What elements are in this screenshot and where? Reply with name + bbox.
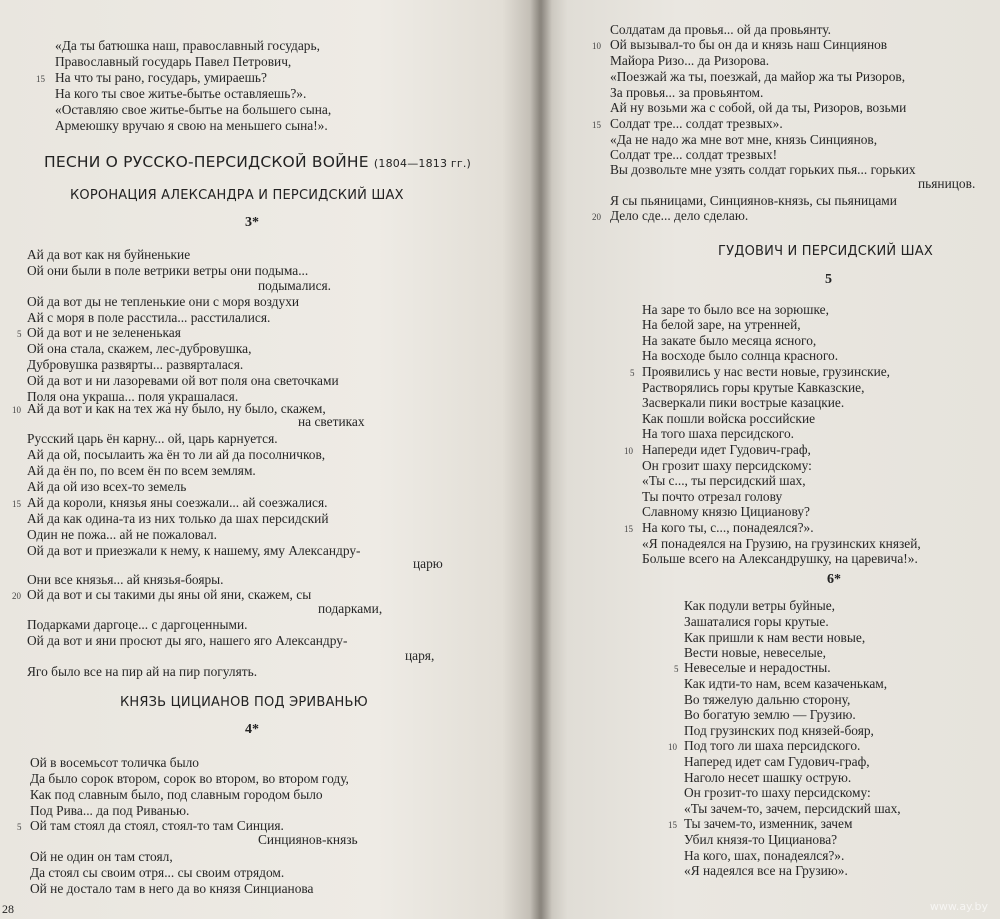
text-line: Солдат тре... солдат трезвых».	[610, 116, 783, 131]
text-line: Ай ну возьми жа с собой, ой да ты, Ризоров, возьми	[610, 100, 907, 115]
text-line: Убил князя-то Цицианова?	[684, 832, 838, 847]
text-line: Ой да вот ды не тепленькие они с моря воздухи	[27, 294, 300, 309]
line-number: 20	[592, 212, 601, 222]
text-line: Ой да вот и приезжали к нему, к нашему, яму Александру-	[27, 543, 361, 558]
text-line: Ой да вот и не зелененькая	[27, 325, 181, 340]
text-line: Да было сорок втором, сорок во втором, во втором году,	[30, 771, 349, 786]
text-line: Как пришли к нам вести новые,	[684, 630, 866, 645]
text-line: Под грузинских под князей-бояр,	[684, 723, 874, 738]
text-line: Как подули ветры буйные,	[684, 598, 836, 613]
song-title: КНЯЗЬ ЦИЦИАНОВ ПОД ЭРИВАНЬЮ	[120, 695, 368, 710]
text-line: На закате было месяца ясного,	[642, 333, 817, 348]
book-gutter	[530, 0, 552, 919]
text-line: Синциянов-князь	[258, 832, 358, 847]
line-number: 5	[674, 664, 679, 674]
text-line: Как под славным было, под славным городом было	[30, 787, 323, 802]
line-number: 10	[592, 41, 601, 51]
line-number: 20	[12, 591, 21, 601]
text-line: подарками,	[318, 601, 383, 616]
line-number: 15	[592, 120, 601, 130]
text-line: Ой да вот и сы такими ды яны ой яни, скажем, сы	[27, 587, 312, 602]
text-line: Наголо несет шашку острую.	[684, 770, 852, 785]
text-line: На белой заре, на утренней,	[642, 317, 801, 332]
text-line: Солдатам да провья... ой да провьянту.	[610, 22, 831, 37]
text-line: Ты зачем-то, изменник, зачем	[684, 816, 853, 831]
text-line: Да стоял сы своим отря... сы своим отрядом.	[30, 865, 285, 880]
text-line: Ай да как одина-та из них только да шах персидский	[27, 511, 329, 526]
section-title	[44, 153, 471, 171]
text-line: Вести новые, невеселые,	[684, 645, 826, 660]
text-line: «Ты зачем-то, зачем, персидский шах,	[684, 801, 901, 816]
right-page	[540, 0, 1000, 919]
text-line: Ой там стоял да стоял, стоял-то там Синция.	[30, 818, 284, 833]
text-line: царю	[413, 556, 443, 571]
text-line: На что ты рано, государь, умираешь?	[55, 70, 267, 85]
text-line: пьяницов.	[918, 176, 976, 191]
text-line: Дубровушка развярты... развярталася.	[27, 357, 244, 372]
line-number: 5	[17, 822, 22, 832]
text-line: Ай да вот и как на тех жа ну было, ну было, скажем,	[27, 401, 326, 416]
text-line: на светиках	[298, 414, 365, 429]
text-line: На кого, шах, понадеялся?».	[684, 848, 845, 863]
text-line: «Я понадеялся на Грузию, на грузинских князей,	[642, 536, 921, 551]
text-line: Дело сде... дело сделаю.	[610, 208, 749, 223]
song-title: ГУДОВИЧ И ПЕРСИДСКИЙ ШАХ	[718, 244, 933, 259]
text-line: Ай да ён по, по всем ён по всем землям.	[27, 463, 256, 478]
text-line: Наперед идет сам Гудович-граф,	[684, 754, 870, 769]
line-number: 5	[17, 329, 22, 339]
text-line: На заре то было все на зорюшке,	[642, 302, 829, 317]
text-line: Вы дозвольте мне узять солдат горьких пья... горьких	[610, 162, 916, 177]
text-line: «Да не надо жа мне вот мне, князь Синциянов,	[610, 132, 878, 147]
text-line: Яго было все на пир ай на пир погулять.	[27, 664, 258, 679]
song-number: 6*	[827, 572, 841, 587]
text-line: Во тяжелую дальню сторону,	[684, 692, 851, 707]
page-number: 28	[2, 902, 14, 916]
text-line: Ай да ой, посылаить жа ён то ли ай да посолничков,	[27, 447, 326, 462]
line-number: 15	[668, 820, 677, 830]
text-line: Ой не один он там стоял,	[30, 849, 173, 864]
text-line: Ой в восемьсот толичка было	[30, 755, 199, 770]
text-line: Ой вызывал-то бы он да и князь наш Синциянов	[610, 37, 888, 52]
text-line: Ой она стала, скажем, лес-дубровушка,	[27, 341, 252, 356]
line-number: 15	[36, 74, 45, 84]
section-title-text: ПЕСНИ О РУССКО-ПЕРСИДСКОЙ ВОЙНЕ	[44, 153, 369, 171]
text-line: Поля она украша... поля украшалася.	[27, 389, 239, 404]
text-line: Ай да ой изо всех-то земель	[27, 479, 187, 494]
text-line: Ой да вот и яни просют ды яго, нашего яго Александру-	[27, 633, 348, 648]
text-line: Ай да короли, князья яны соезжали... ай соезжалися.	[27, 495, 328, 510]
text-line: Ай с моря в поле расстила... расстилалися.	[27, 310, 271, 325]
text-line: Под того ли шаха персидского.	[684, 738, 861, 753]
text-line: Они все князья... ай князья-бояры.	[27, 572, 224, 587]
text-line: Русский царь ён карну... ой, царь карнуется.	[27, 431, 278, 446]
text-line: Зашаталися горы крутые.	[684, 614, 829, 629]
text-line: Ты почто отрезал голову	[642, 489, 783, 504]
text-line: подымалися.	[258, 278, 332, 293]
text-line: Он грозит-то шаху персидскому:	[684, 785, 871, 800]
text-line: Ай да вот как ня буйненькие	[27, 247, 191, 262]
song-number: 4*	[245, 722, 259, 737]
text-line: Напереди идет Гудович-граф,	[642, 442, 811, 457]
text-line: «Оставляю свое житье-бытье на большего сына,	[55, 102, 332, 117]
text-line: Больше всего на Александрушку, на царевича!».	[642, 551, 918, 566]
text-line: Майора Ризо... да Ризорова.	[610, 53, 770, 68]
text-line: Славному князю Цицианову?	[642, 504, 810, 519]
song-number: 5	[825, 272, 832, 287]
text-line: «Я надеялся все на Грузию».	[684, 863, 848, 878]
song-number: 3*	[245, 215, 259, 230]
line-number: 5	[630, 368, 635, 378]
watermark: www.ay.by	[929, 900, 988, 913]
text-line: Проявились у нас вести новые, грузинские,	[642, 364, 891, 379]
text-line: Солдат тре... солдат трезвых!	[610, 147, 778, 162]
line-number: 10	[12, 405, 21, 415]
text-line: На восходе было солнца красного.	[642, 348, 839, 363]
text-line: Один не пожа... ай не пожаловал.	[27, 527, 217, 542]
line-number: 15	[624, 524, 633, 534]
line-number: 15	[12, 499, 21, 509]
text-line: Армеюшку вручаю я свою на меньшего сына!».	[55, 118, 328, 133]
text-line: «Да ты батюшка наш, православный государь,	[55, 38, 320, 53]
text-line: Ой не достало там в него да во князя Синцианова	[30, 881, 314, 896]
text-line: «Ты с..., ты персидский шах,	[642, 473, 806, 488]
text-line: Невеселые и нерадостны.	[684, 660, 831, 675]
text-line: Растворялись горы крутые Кавказские,	[642, 380, 865, 395]
song-title: КОРОНАЦИЯ АЛЕКСАНДРА И ПЕРСИДСКИЙ ШАХ	[70, 188, 404, 203]
text-line: Засверкали пики вострые казацкие.	[642, 395, 845, 410]
line-number: 10	[624, 446, 633, 456]
section-years: (1804—1813 гг.)	[373, 157, 472, 170]
text-line: Как идти-то нам, всем казаченькам,	[684, 676, 888, 691]
text-line: За провья... за провьянтом.	[610, 85, 764, 100]
text-line: Ой да вот и ни лазоревами ой вот поля она светочками	[27, 373, 339, 388]
text-line: На кого ты, с..., понадеялся?».	[642, 520, 814, 535]
text-line: Как пошли войска российские	[642, 411, 816, 426]
text-line: Подарками даргоце... с даргоценными.	[27, 617, 248, 632]
text-line: На кого ты свое житье-бытье оставляешь?».	[55, 86, 307, 101]
text-line: Православный государь Павел Петрович,	[55, 54, 292, 69]
text-line: Ой они были в поле ветрики ветры они подыма...	[27, 263, 309, 278]
text-line: Он грозит шаху персидскому:	[642, 458, 812, 473]
text-line: царя,	[405, 648, 435, 663]
text-line: Под Рива... да под Риванью.	[30, 803, 190, 818]
text-line: Во богатую землю — Грузию.	[684, 707, 856, 722]
line-number: 10	[668, 742, 677, 752]
text-line: «Поезжай жа ты, поезжай, да майор жа ты Ризоров,	[610, 69, 906, 84]
text-line: На того шаха персидского.	[642, 426, 794, 441]
text-line: Я сы пьяницами, Синциянов-князь, сы пьяницами	[610, 193, 897, 208]
